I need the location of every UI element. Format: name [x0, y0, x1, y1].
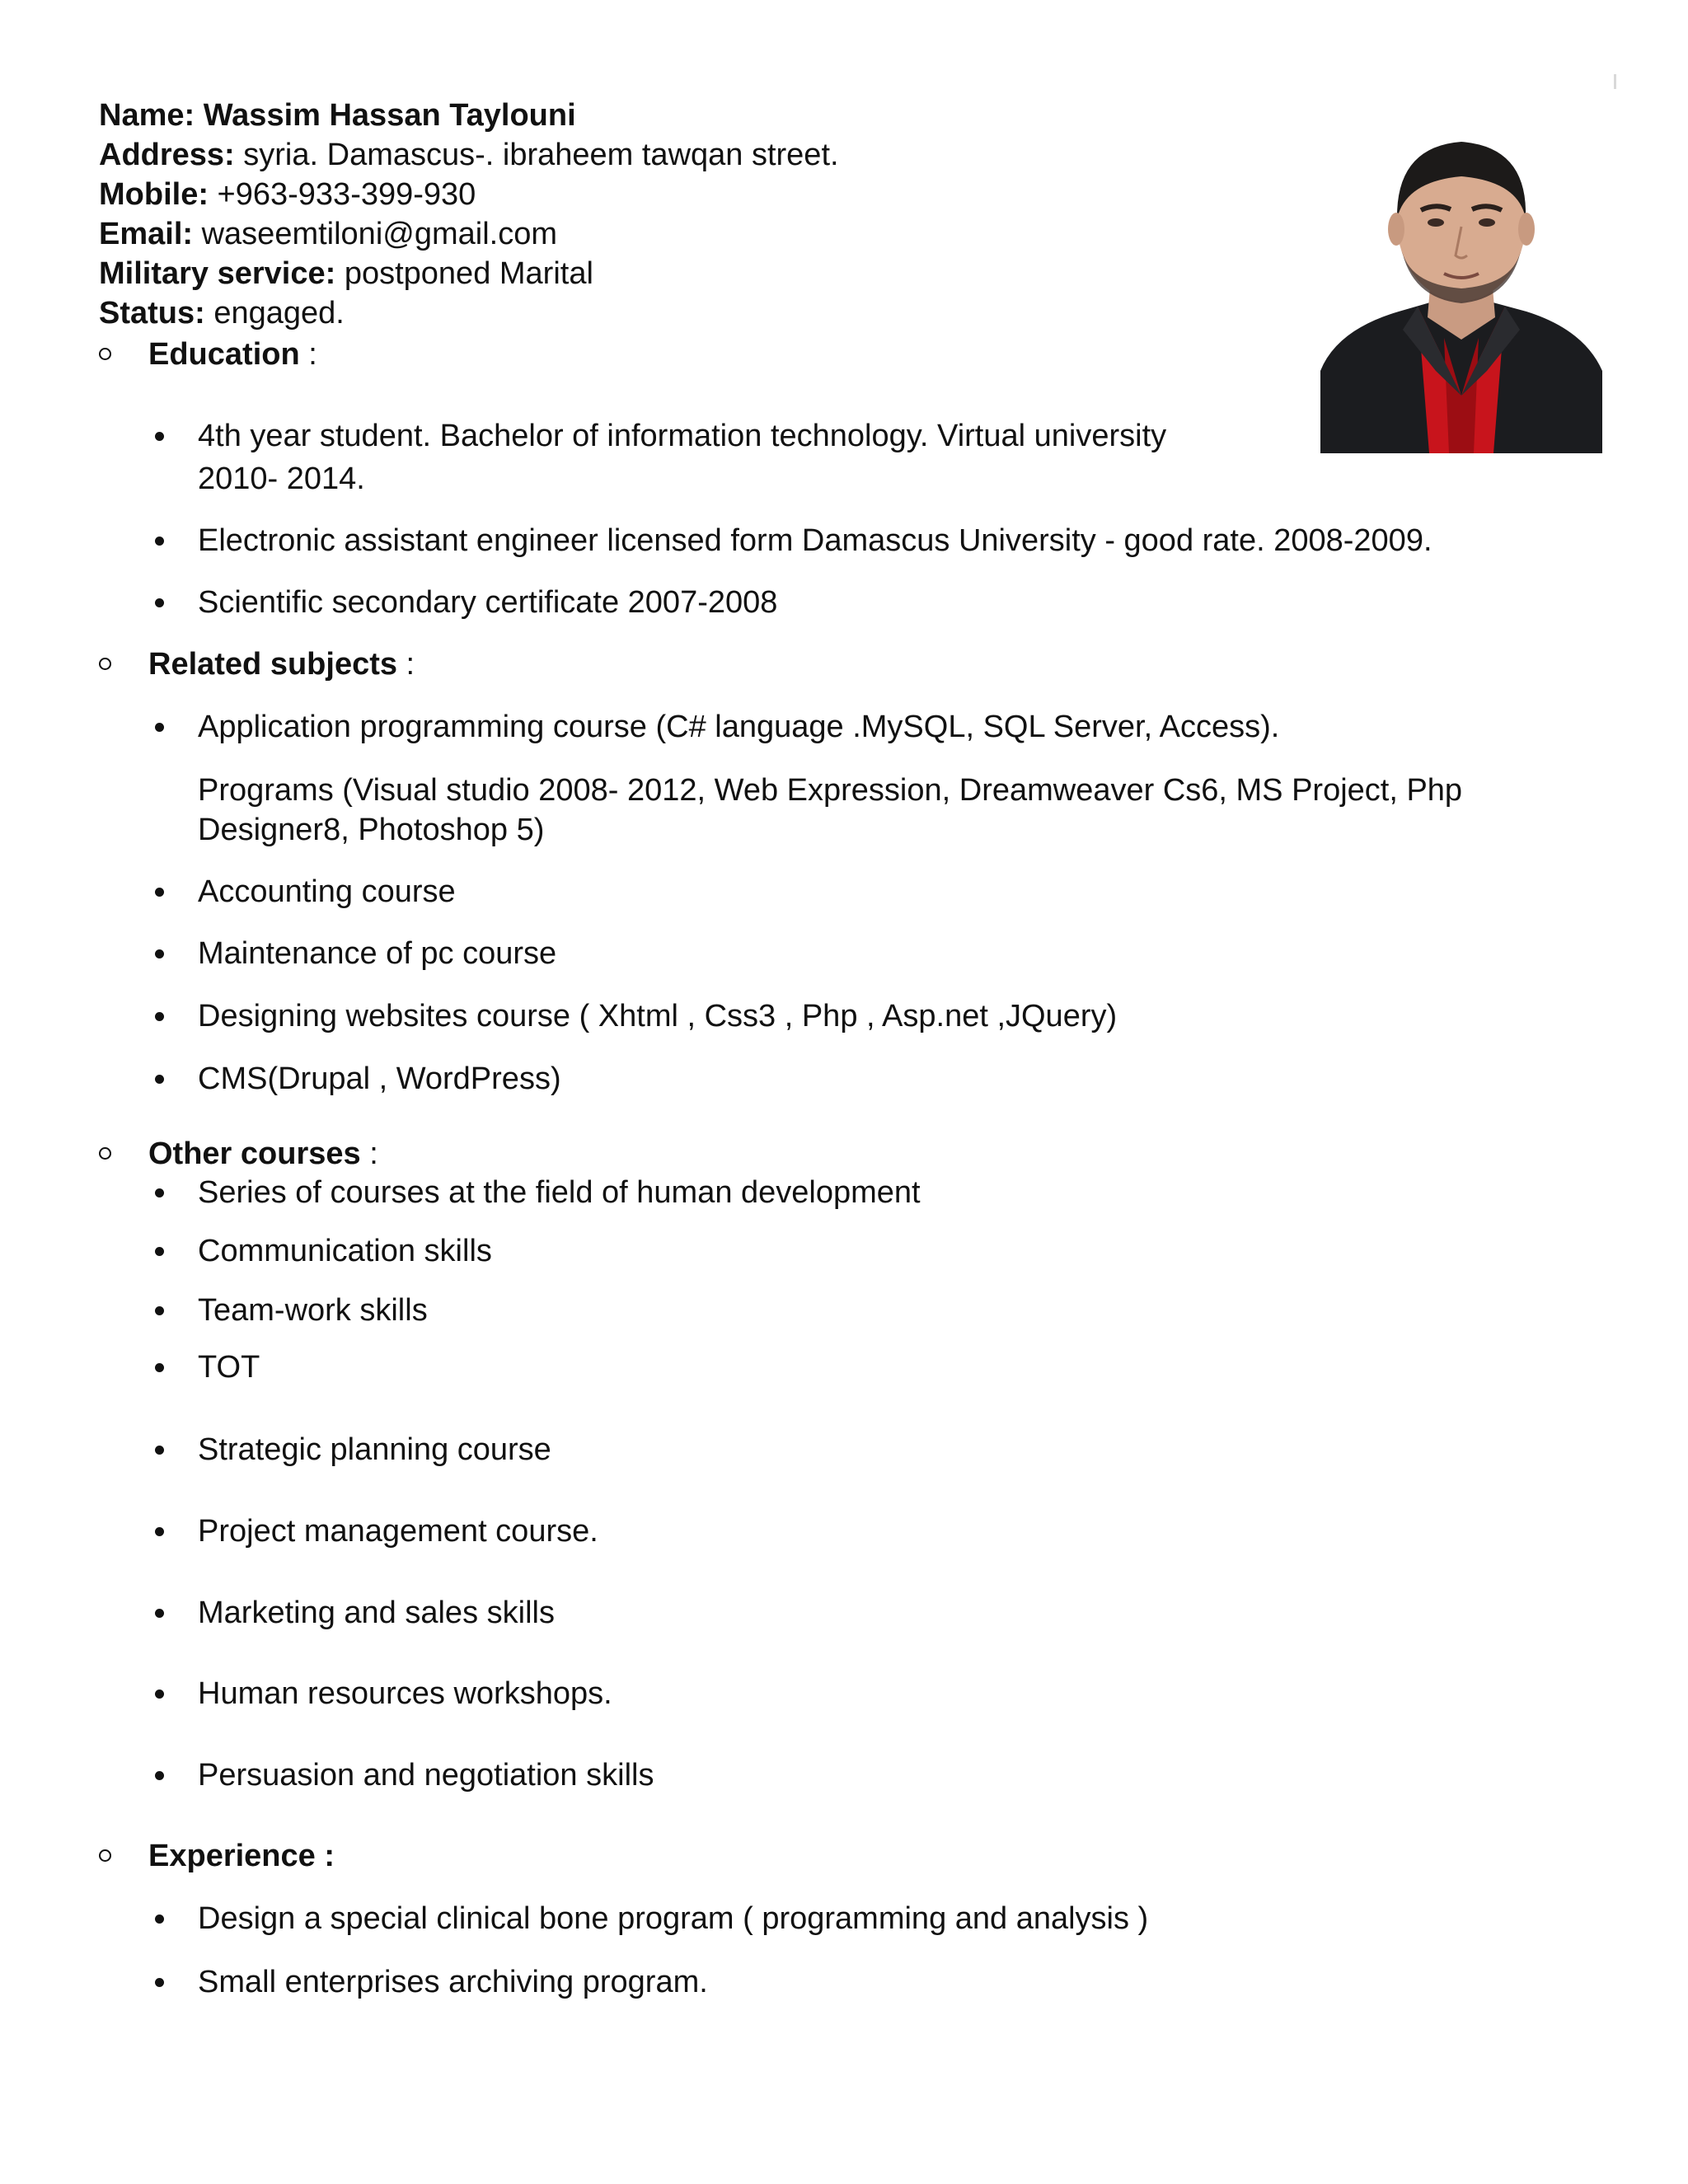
bullet-icon: [155, 723, 164, 732]
military-label: Military service:: [99, 256, 336, 291]
experience-item-text: Design a special clinical bone program ( programming and analysis ): [198, 1901, 1149, 1936]
address-value: syria. Damascus-. ibraheem tawqan street.: [243, 138, 839, 172]
circle-bullet-icon: [99, 348, 111, 360]
experience-item-text: Small enterprises archiving program.: [198, 1965, 708, 1999]
bullet-icon: [155, 537, 164, 546]
related-item-text: Maintenance of pc course: [198, 936, 557, 971]
bullet-icon: [155, 432, 164, 441]
other-item-text: Project management course.: [198, 1514, 598, 1549]
email-line: [99, 214, 1294, 254]
bullet-icon: [155, 1978, 164, 1987]
bullet-icon: [155, 1306, 164, 1315]
name-line: [99, 96, 1294, 135]
other-item-text: Marketing and sales skills: [198, 1596, 555, 1630]
email-label: Email:: [99, 217, 194, 251]
contact-block: [99, 96, 1294, 333]
other-colon: :: [360, 1137, 378, 1171]
circle-bullet-icon: [99, 1849, 111, 1862]
related-programs-line: Programs (Visual studio 2008- 2012, Web Expression, Dreamweaver Cs6, MS Project, Php: [198, 773, 1463, 808]
bullet-icon: [155, 949, 164, 958]
military-value: postponed Marital: [344, 256, 593, 291]
bullet-icon: [155, 1012, 164, 1021]
circle-bullet-icon: [99, 658, 111, 670]
other-item-text: Series of courses at the field of human development: [198, 1175, 921, 1210]
education-colon: :: [299, 337, 317, 372]
other-item-text: TOT: [198, 1350, 260, 1385]
education-item-text: 4th year student. Bachelor of information technology. Virtual university: [198, 419, 1167, 453]
other-item-text: Team-work skills: [198, 1293, 428, 1328]
bullet-icon: [155, 888, 164, 897]
bullet-icon: [155, 1690, 164, 1699]
name-label: Name:: [99, 98, 195, 133]
other-item-text: Human resources workshops.: [198, 1676, 612, 1711]
mobile-value: +963-933-399-930: [217, 177, 476, 212]
other-item-text: Persuasion and negotiation skills: [198, 1758, 654, 1793]
other-title: Other courses: [148, 1137, 361, 1171]
status-label: Status:: [99, 296, 205, 330]
related-item-text: Application programming course (C# language .MySQL, SQL Server, Access).: [198, 710, 1280, 744]
bullet-icon: [155, 1915, 164, 1924]
mobile-label: Mobile:: [99, 177, 209, 212]
status-line: [99, 293, 1294, 333]
bullet-icon: [155, 1609, 164, 1618]
other-item-text: Communication skills: [198, 1234, 492, 1268]
status-value: engaged.: [213, 296, 345, 330]
education-item-text: Scientific secondary certificate 2007-2008: [198, 585, 778, 620]
address-label: Address:: [99, 138, 235, 172]
bullet-icon: [155, 1771, 164, 1780]
scan-mark: [1614, 74, 1616, 89]
bullet-icon: [155, 1075, 164, 1084]
name-value: Wassim Hassan Taylouni: [203, 98, 576, 133]
military-line: [99, 254, 1294, 293]
bullet-icon: [155, 598, 164, 607]
circle-bullet-icon: [99, 1147, 111, 1160]
mobile-line: [99, 175, 1294, 214]
related-title: Related subjects: [148, 647, 397, 682]
education-title: Education: [148, 337, 300, 372]
related-item-text: Designing websites course ( Xhtml , Css3 , Php , Asp.net ,JQuery): [198, 999, 1118, 1033]
bullet-icon: [155, 1446, 164, 1455]
email-value: waseemtiloni@gmail.com: [201, 217, 557, 251]
address-line: [99, 135, 1294, 175]
education-item-continuation: 2010- 2014.: [198, 462, 365, 496]
related-item-text: Accounting course: [198, 874, 456, 909]
related-colon: :: [397, 647, 415, 682]
profile-photo: [1320, 124, 1602, 453]
education-item-text: Electronic assistant engineer licensed form Damascus University - good rate. 2008-2009.: [198, 523, 1432, 558]
bullet-icon: [155, 1363, 164, 1372]
related-item-text: CMS(Drupal , WordPress): [198, 1062, 561, 1096]
experience-title: Experience :: [148, 1839, 335, 1873]
related-programs-line-2: Designer8, Photoshop 5): [198, 813, 545, 847]
bullet-icon: [155, 1527, 164, 1536]
bullet-icon: [155, 1247, 164, 1256]
other-item-text: Strategic planning course: [198, 1432, 551, 1467]
bullet-icon: [155, 1188, 164, 1197]
